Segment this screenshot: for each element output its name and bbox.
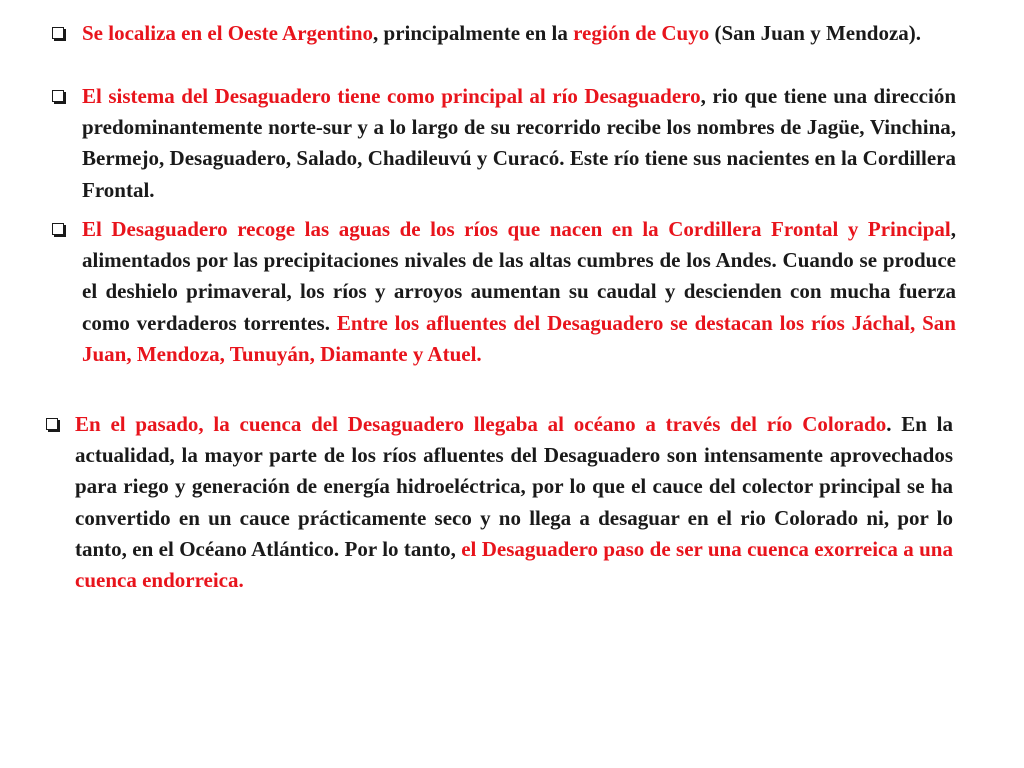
checkbox-square-icon — [52, 90, 64, 102]
text-segment: . En la actualidad, la mayor parte de los ríos afluentes del Desaguadero son intensamente aprovechados para riego y generación de energía hidroeléctrica, por lo que el cauce del colector principal se ha convertido en un cauce prácticamente seco y no llega a desaguar en el rio Colorado ni, por lo tanto, en el Océano Atlántico. Por lo tanto, — [75, 412, 953, 561]
text-segment: , rio que tiene una dirección predominantemente norte-sur y a lo largo de su recorrido recibe los nombres de Jagüe, Vinchina, Bermejo, Desaguadero, Salado, Chadileuvú y Curacó. Este río tiene sus nacientes en la Cordillera Frontal. — [82, 84, 956, 202]
text-segment: En el pasado, la cuenca del Desaguadero llegaba al océano a través del río Colorado — [75, 412, 887, 436]
text-segment: , principalmente en la — [373, 21, 574, 45]
checkbox-square-icon — [46, 418, 58, 430]
bullet-item-river-system — [52, 81, 956, 206]
checkbox-square-icon — [52, 27, 64, 39]
bullet-text — [82, 81, 956, 206]
text-segment: (San Juan y Mendoza). — [709, 21, 922, 45]
checkbox-square-icon — [52, 223, 64, 235]
text-segment: El sistema del Desaguadero tiene como principal al río Desaguadero — [82, 84, 701, 108]
bullet-text — [82, 18, 956, 49]
text-segment: El Desaguadero recoge las aguas de los ríos que nacen en la Cordillera Frontal y Principal — [82, 217, 951, 241]
text-segment: Entre los afluentes del Desaguadero se destacan los ríos Jáchal, San Juan, Mendoza, Tunuyán, Diamante y Atuel. — [82, 310, 956, 366]
text-segment: Se localiza en el Oeste Argentino — [82, 21, 374, 45]
text-segment: , alimentados por las precipitaciones nivales de las altas cumbres de los Andes. Cuando se produce el deshielo primaveral, los ríos y arroyos aumentan su caudal y descienden con mucha fuerza como verdaderos torrentes. — [82, 217, 956, 335]
bullet-item-tributaries — [52, 214, 956, 370]
text-segment: región de Cuyo — [573, 21, 710, 45]
bullet-text — [82, 214, 956, 370]
text-segment: el Desaguadero paso de ser una cuenca exorreica a una cuenca endorreica. — [75, 536, 953, 593]
bullet-item-location — [52, 18, 956, 49]
bullet-text — [75, 409, 953, 596]
bullet-item-history — [46, 409, 953, 596]
